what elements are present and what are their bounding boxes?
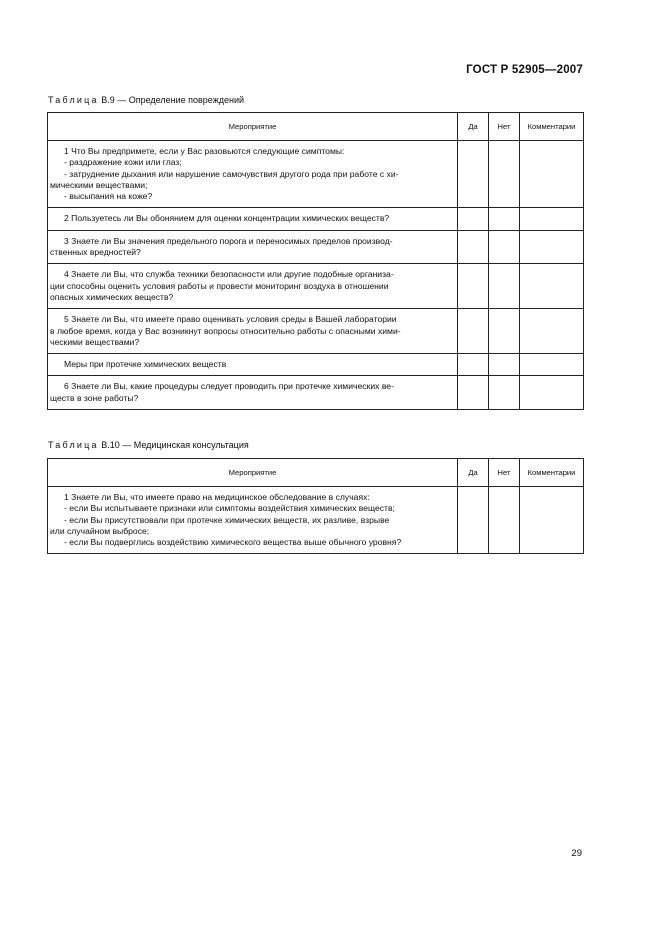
comments-cell <box>520 354 584 376</box>
measure-text-line: - если Вы присутствовали при протечке химических веществ, их разливе, взрыве <box>64 514 390 525</box>
comments-cell <box>520 487 584 554</box>
table-row <box>48 208 584 230</box>
caption-title: В.9 — Определение повреждений <box>101 95 245 105</box>
column-header-yes: Да <box>458 459 489 487</box>
measure-text-line: - раздражение кожи или глаз; <box>64 157 182 168</box>
no-cell <box>489 264 520 309</box>
measure-text-line: 4 Знаете ли Вы, что служба техники безопасности или другие подобные организа- <box>64 269 394 280</box>
measure-text-line: ственных вредностей? <box>50 247 141 258</box>
measure-cell <box>48 264 458 309</box>
no-cell <box>489 487 520 554</box>
comments-cell <box>520 309 584 354</box>
yes-cell <box>458 208 489 230</box>
measure-text-line: ции способны оценить условия работы и провести мониторинг воздуха в отношении <box>50 280 389 291</box>
caption-label: Таблица <box>48 440 99 450</box>
no-cell <box>489 354 520 376</box>
column-header-comments: Комментарии <box>520 459 584 487</box>
measure-text-line: 1 Что Вы предпримете, если у Вас разовьются следующие симптомы: <box>64 146 345 156</box>
yes-cell <box>458 354 489 376</box>
measure-text-line: - высыпания на коже? <box>64 191 153 202</box>
table-10-caption <box>48 440 249 451</box>
page-number: 29 <box>571 848 582 859</box>
column-header-no: Нет <box>489 459 520 487</box>
measure-text-line: - если Вы испытываете признаки или симптомы воздействия химических веществ; <box>64 503 395 514</box>
yes-cell <box>458 264 489 309</box>
table-9-caption <box>48 95 244 106</box>
measure-text-line: или случайном выбросе; <box>50 525 150 536</box>
table-header-row <box>48 113 584 141</box>
column-header-measure: Мероприятие <box>48 459 458 487</box>
measure-text-line: ществ в зоне работы? <box>50 392 139 403</box>
no-cell <box>489 208 520 230</box>
column-header-comments: Комментарии <box>520 113 584 141</box>
yes-cell <box>458 230 489 264</box>
measure-text-line: в любое время, когда у Вас возникнут вопросы относительно работы с опасными хими- <box>50 325 401 336</box>
table-row <box>48 309 584 354</box>
no-cell <box>489 309 520 354</box>
measure-text-line: Меры при протечке химических веществ <box>64 359 227 370</box>
no-cell <box>489 376 520 410</box>
measure-text-line: мическими веществами; <box>50 179 148 190</box>
measure-text-line: 1 Знаете ли Вы, что имеете право на медицинское обследование в случаях: <box>64 492 370 502</box>
measure-text-line: - если Вы подверглись воздействию химического вещества выше обычного уровня? <box>64 537 402 548</box>
comments-cell <box>520 264 584 309</box>
measure-text-line: 6 Знаете ли Вы, какие процедуры следует проводить при протечке химических ве- <box>64 381 394 392</box>
measure-cell <box>48 376 458 410</box>
yes-cell <box>458 487 489 554</box>
comments-cell <box>520 376 584 410</box>
comments-cell <box>520 208 584 230</box>
no-cell <box>489 141 520 208</box>
caption-label: Таблица <box>48 95 99 105</box>
measure-text-line: 2 Пользуетесь ли Вы обонянием для оценки концентрации химических веществ? <box>64 213 390 224</box>
measure-cell <box>48 208 458 230</box>
table-row <box>48 230 584 264</box>
comments-cell <box>520 141 584 208</box>
column-header-yes: Да <box>458 113 489 141</box>
table-row <box>48 354 584 376</box>
table-9 <box>47 112 584 410</box>
column-header-measure: Мероприятие <box>48 113 458 141</box>
measure-text-line: 3 Знаете ли Вы значения предельного порога и переносимых пределов производ- <box>64 235 393 246</box>
measure-text-line: опасных химических веществ? <box>50 291 174 302</box>
table-row <box>48 264 584 309</box>
measure-cell <box>48 354 458 376</box>
measure-text-line: ческими веществами? <box>50 336 140 347</box>
measure-cell <box>48 487 458 554</box>
yes-cell <box>458 309 489 354</box>
measure-cell <box>48 141 458 208</box>
caption-title: В.10 — Медицинская консультация <box>101 440 249 450</box>
standard-code: ГОСТ Р 52905—2007 <box>466 64 583 76</box>
measure-text-line: 5 Знаете ли Вы, что имеете право оценивать условия среды в Вашей лаборатории <box>64 314 397 325</box>
table-row <box>48 376 584 410</box>
yes-cell <box>458 376 489 410</box>
yes-cell <box>458 141 489 208</box>
column-header-no: Нет <box>489 113 520 141</box>
table-header-row <box>48 459 584 487</box>
table-row <box>48 141 584 208</box>
table-row <box>48 487 584 554</box>
comments-cell <box>520 230 584 264</box>
table-10 <box>47 458 584 554</box>
no-cell <box>489 230 520 264</box>
measure-cell <box>48 230 458 264</box>
measure-cell <box>48 309 458 354</box>
measure-text-line: - затруднение дыхания или нарушение самочувствия другого рода при работе с хи- <box>64 168 399 179</box>
